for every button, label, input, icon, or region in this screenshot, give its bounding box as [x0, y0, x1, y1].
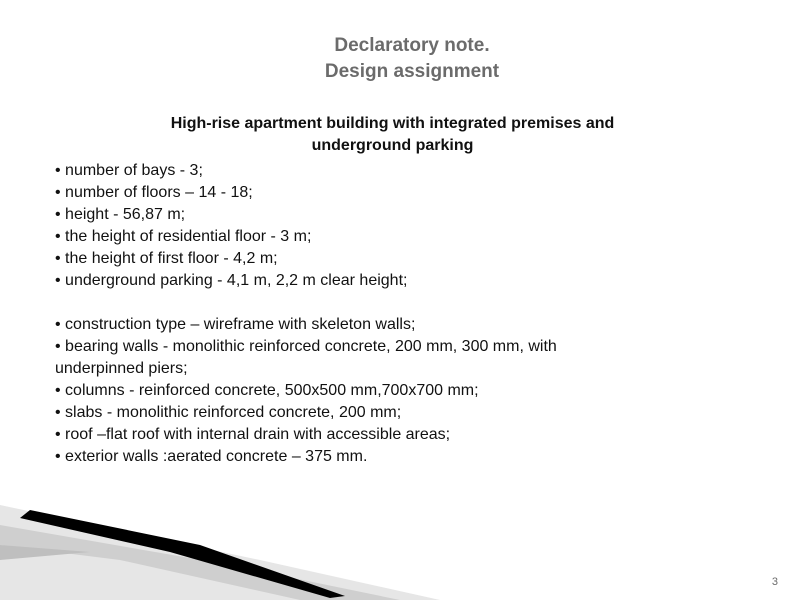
slide-title-line2: Design assignment [324, 61, 500, 82]
slide-number: 3 [771, 576, 778, 588]
list-item: • roof –flat roof with internal drain with accessible areas; [55, 426, 451, 443]
list-item: • bearing walls - monolithic reinforced concrete, 200 mm, 300 mm, with [55, 338, 557, 355]
list-item: underpinned piers; [55, 360, 188, 377]
list-item: • slabs - monolithic reinforced concrete, 200 mm; [55, 404, 402, 421]
subtitle-line2: underground parking [311, 137, 474, 154]
spec-list [55, 160, 745, 468]
list-item: • the height of residential floor - 3 m; [55, 228, 312, 245]
list-item: • number of bays - 3; [55, 162, 203, 179]
list-item: • exterior walls :aerated concrete – 375 mm. [55, 448, 368, 465]
list-item: • construction type – wireframe with skeleton walls; [55, 316, 416, 333]
list-item: • number of floors – 14 - 18; [55, 184, 253, 201]
subtitle-line1: High-rise apartment building with integrated premises and [170, 115, 615, 132]
slide-title-line1: Declaratory note. [334, 35, 490, 56]
list-item: • the height of first floor - 4,2 m; [55, 250, 278, 267]
list-item: • height - 56,87 m; [55, 206, 186, 223]
list-item: • underground parking - 4,1 m, 2,2 m clear height; [55, 272, 408, 289]
list-item: • columns - reinforced concrete, 500x500 mm,700x700 mm; [55, 382, 479, 399]
subtitle [100, 113, 685, 157]
list-spacer [55, 292, 745, 314]
